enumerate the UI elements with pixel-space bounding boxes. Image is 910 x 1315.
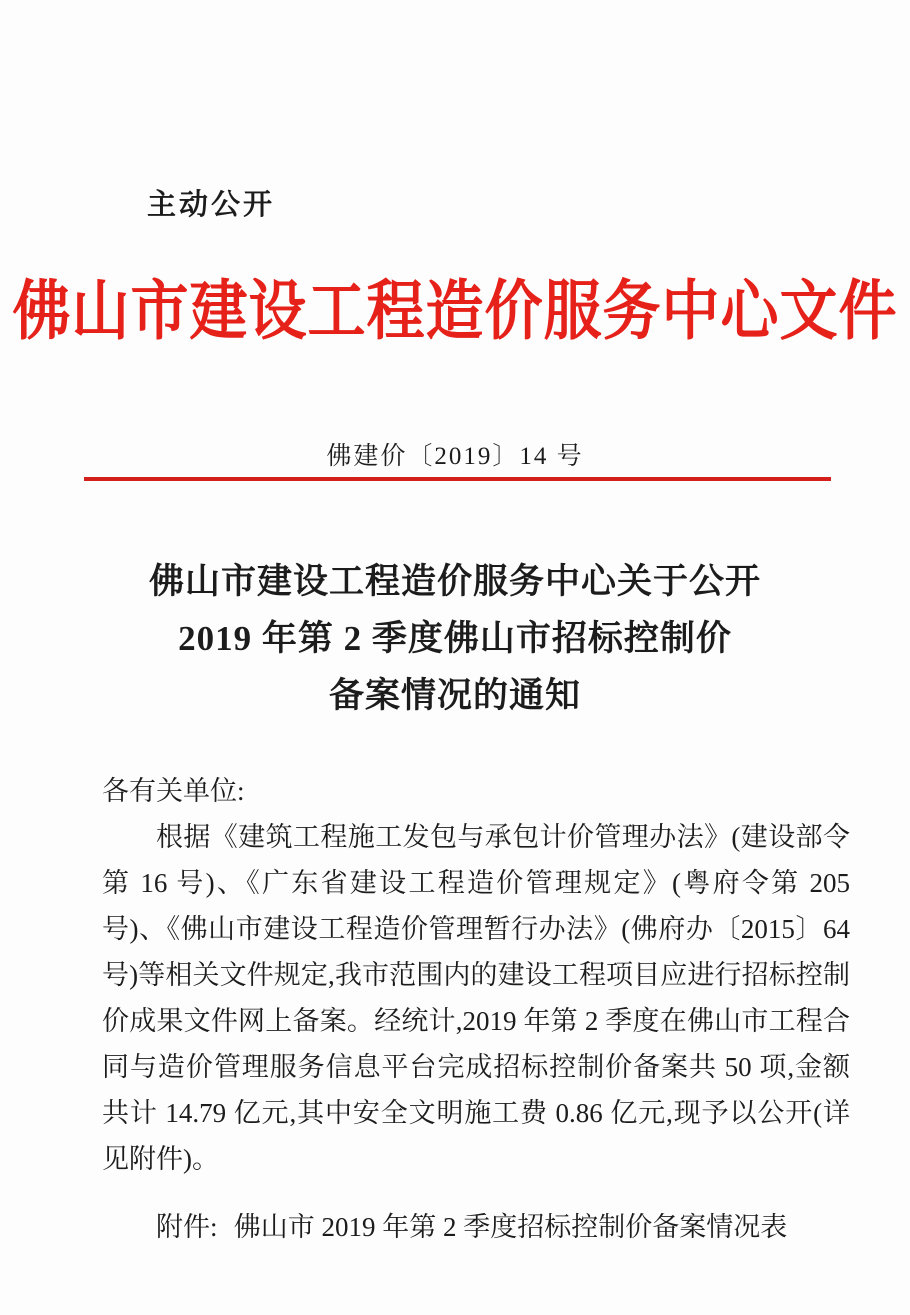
document-number: 佛建价〔2019〕14 号 [326, 443, 584, 470]
document-title [0, 553, 910, 724]
attachment-line [102, 1204, 850, 1250]
document-body [102, 768, 850, 1250]
body-paragraph: 根据《建筑工程施工发包与承包计价管理办法》(建设部令第 16 号)、《广东省建设工程造价管理规定》(粤府令第 205 号)、《佛山市建设工程造价管理暂行办法》(佛府办〔2015〕64 号)等相关文件规定,我市范围内的建设工程项目应进行招标控制价成果文件网上备案。经统计,2019 年第 2 季度在佛山市工程合同与造价管理服务信息平台完成招标控制价备案共 50 项,金额共计 14.79 亿元,其中安全文明施工费 0.86 亿元,现予以公开(详见附件)。 [102, 822, 850, 1174]
document-title-line-1: 佛山市建设工程造价服务中心关于公开 [148, 562, 761, 601]
letterhead-title: 佛山市建设工程造价服务中心文件 [12, 274, 898, 348]
document-title-line-3: 备案情况的通知 [328, 676, 581, 715]
salutation: 各有关单位: [102, 776, 245, 806]
attachment-label: 附件: [156, 1212, 218, 1242]
red-divider-line [84, 477, 831, 481]
disclosure-label: 主动公开 [147, 189, 276, 221]
attachment-text: 佛山市 2019 年第 2 季度招标控制价备案情况表 [233, 1212, 788, 1242]
document-title-line-2: 2019 年第 2 季度佛山市招标控制价 [178, 619, 732, 658]
